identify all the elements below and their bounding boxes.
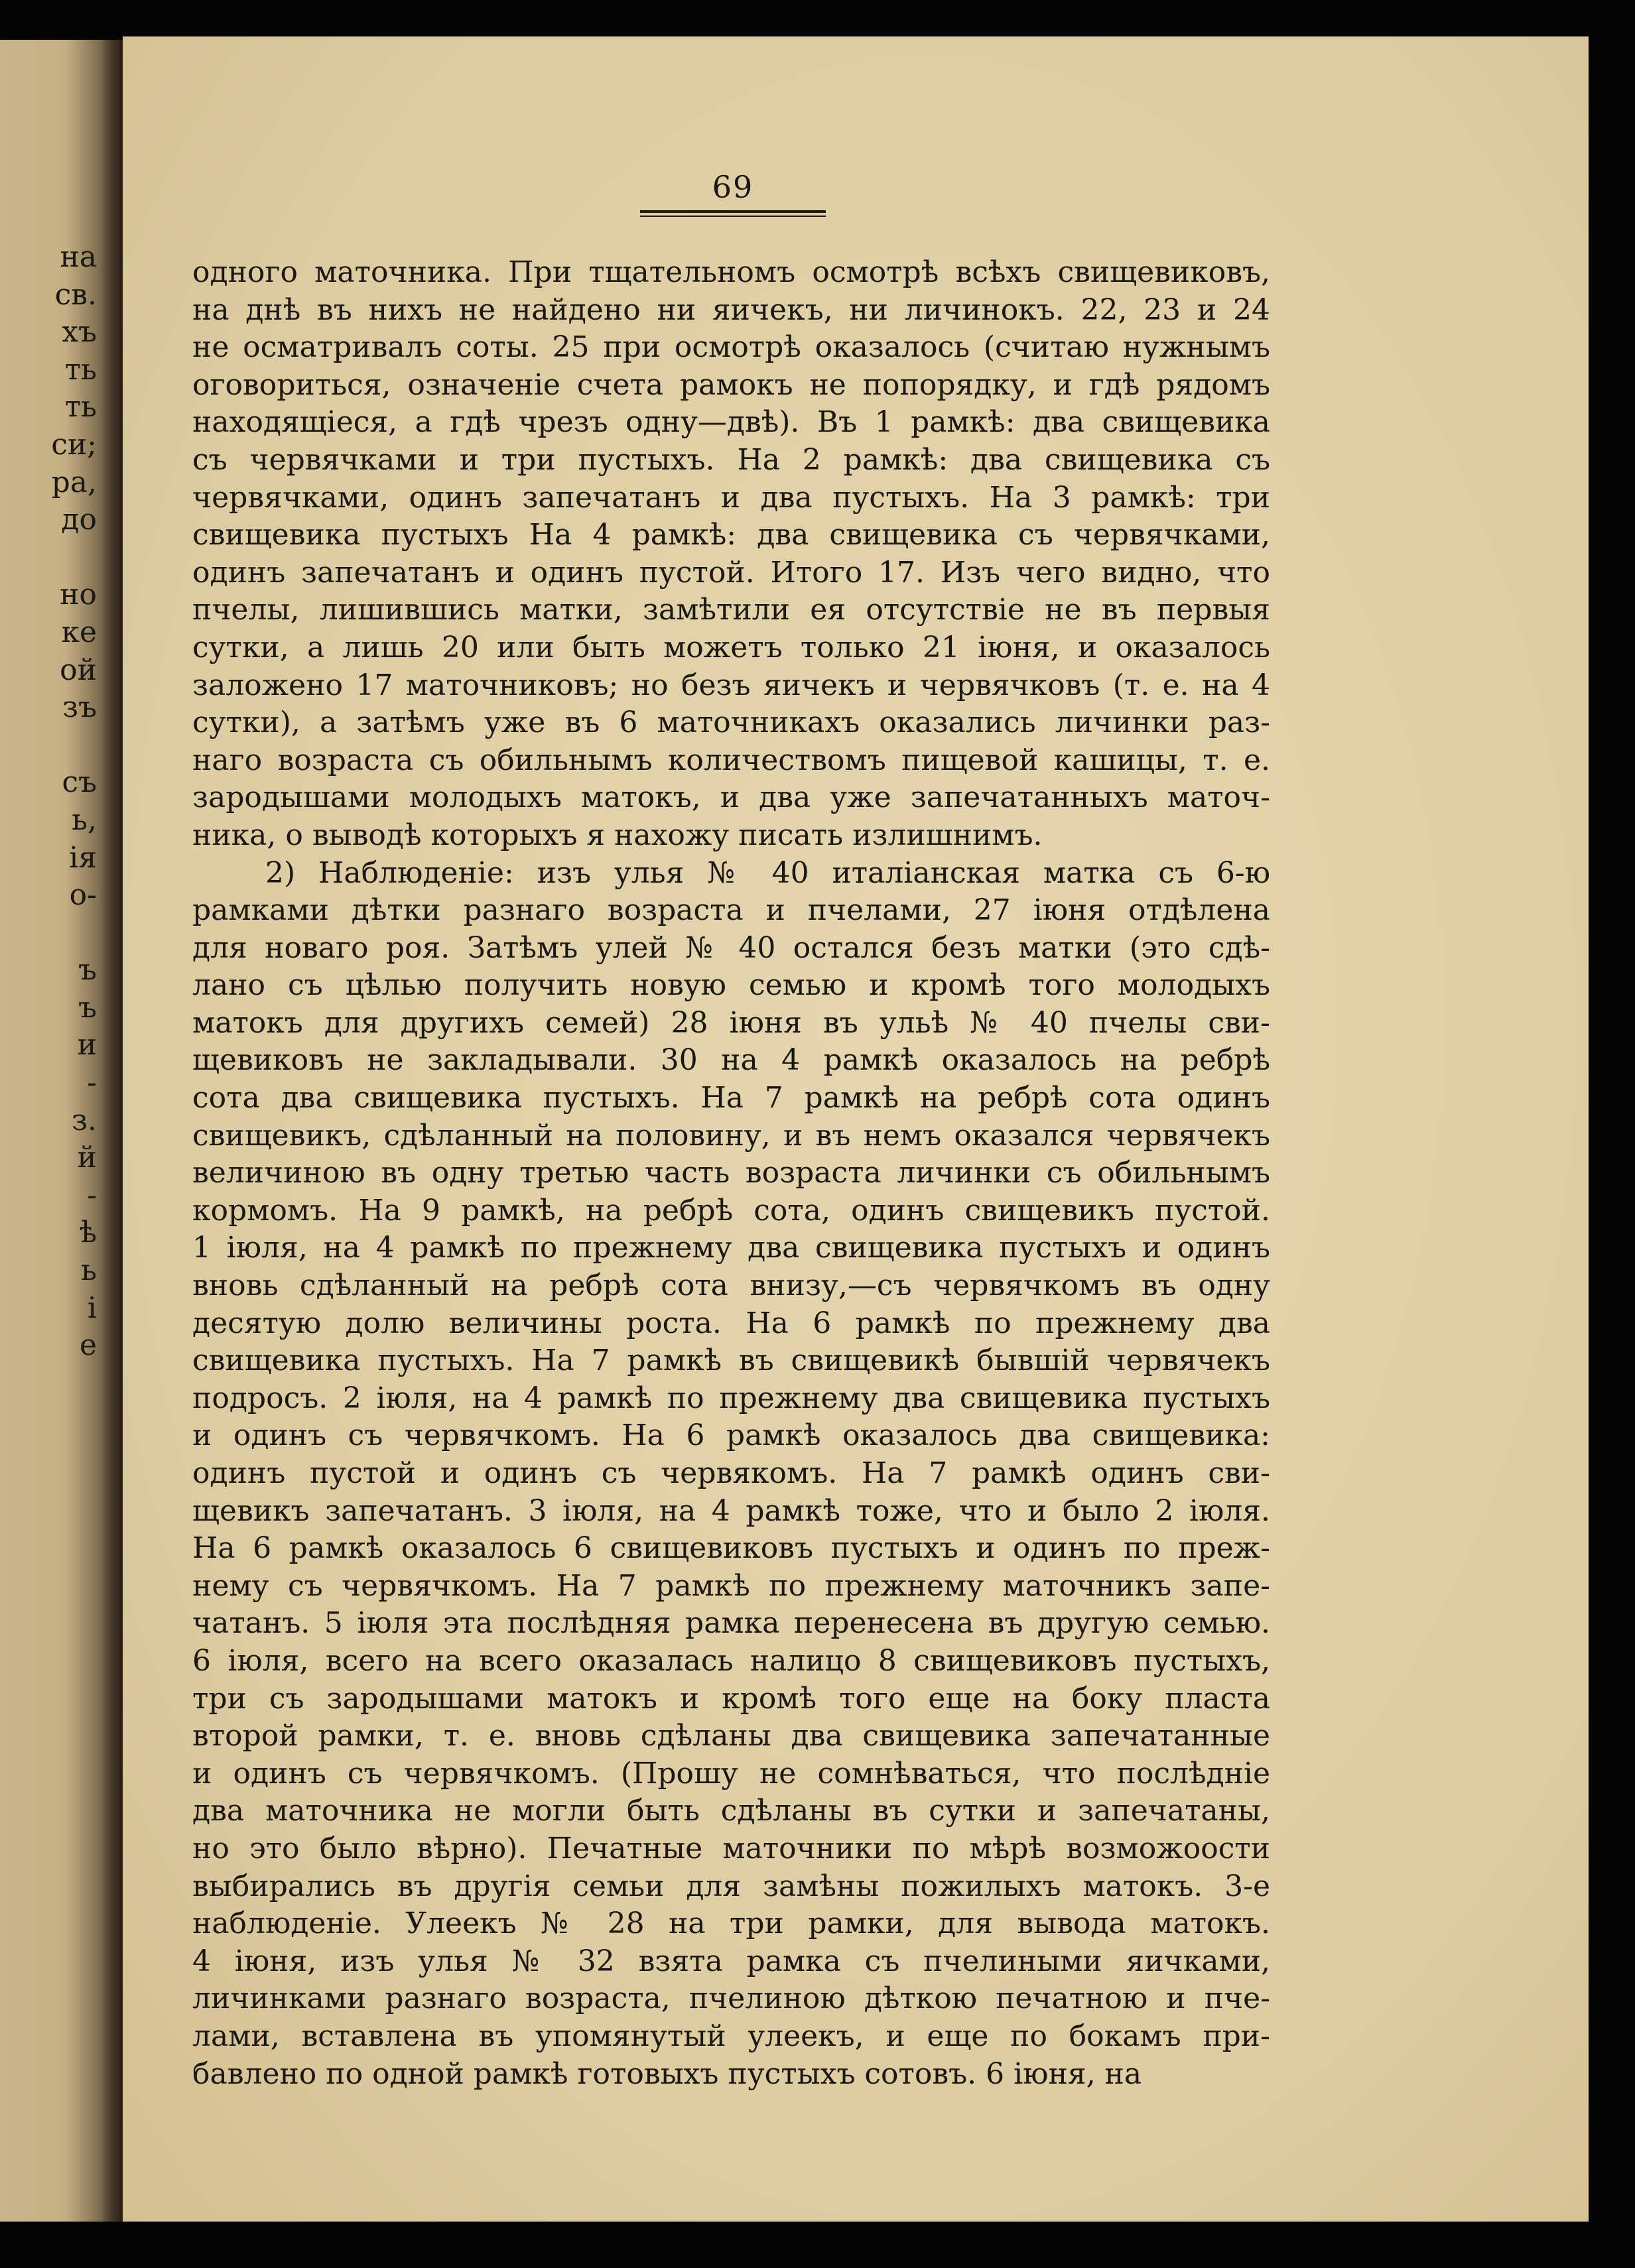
- text-line: второй рамки, т. е. вновь сдѣланы два свищевика запечатанные: [192, 1719, 1270, 1753]
- facing-text-fragment: -: [87, 1066, 97, 1100]
- facing-text-fragment: ія: [69, 840, 97, 875]
- text-line: десятую долю величины роста. На 6 рамкѣ по прежнему два: [192, 1306, 1270, 1340]
- facing-text-fragment: [0, 1365, 99, 1403]
- facing-text-fragment: [0, 914, 99, 952]
- text-line: 6 іюля, всего на всего оказалась налицо 8 свищевиковъ пустыхъ,: [192, 1643, 1270, 1678]
- facing-text-fragment: [0, 1440, 99, 1478]
- facing-text-fragment: ть: [64, 390, 97, 424]
- facing-text-fragment: ой: [60, 653, 97, 687]
- facing-text-fragment: хъ: [62, 315, 97, 349]
- facing-text-fragment: [0, 727, 99, 765]
- text-line: и одинъ съ червячкомъ. На 6 рамкѣ оказалось два свищевика:: [192, 1418, 1270, 1453]
- text-line: и одинъ съ червячкомъ. (Прошу не сомнѣваться, что послѣдніе: [192, 1756, 1270, 1791]
- facing-text-fragment: ь,: [72, 802, 97, 837]
- text-line: сутки), а затѣмъ уже въ 6 маточникахъ оказались личинки раз-: [192, 706, 1270, 740]
- text-line: чатанъ. 5 іюля эта послѣдняя рамка перенесена въ другую семью.: [192, 1606, 1270, 1641]
- facing-text-fragment: но: [60, 578, 97, 612]
- facing-text-fragment: ъ: [78, 953, 97, 987]
- facing-text-fragment: о-: [69, 878, 97, 913]
- facing-text-fragment: си;: [51, 427, 97, 462]
- text-line: ника, о выводѣ которыхъ я нахожу писать излишнимъ.: [192, 818, 1043, 852]
- text-line: 4 іюня, изъ улья № 32 взята рамка съ пчелиными яичками,: [192, 1944, 1270, 1978]
- text-line: одинъ пустой и одинъ съ червякомъ. На 7 рамкѣ одинъ сви-: [192, 1456, 1270, 1490]
- facing-text-fragment: з.: [72, 1103, 97, 1137]
- text-line: находящіеся, а гдѣ чрезъ одну—двѣ). Въ 1 рамкѣ: два свищевика: [192, 405, 1270, 440]
- text-line: вновь сдѣланный на ребрѣ сота внизу,—съ червячкомъ въ одну: [192, 1269, 1270, 1303]
- text-line: нему съ червячкомъ. На 7 рамкѣ по прежнему маточникъ запе-: [192, 1568, 1270, 1603]
- text-line: сота два свищевика пустыхъ. На 7 рамкѣ на ребрѣ сота одинъ: [192, 1081, 1270, 1115]
- text-line: наго возраста съ обильнымъ количествомъ пищевой кашицы, т. е.: [192, 743, 1270, 777]
- text-line: личинками разнаго возраста, пчелиною дѣткою печатною и пче-: [192, 1982, 1270, 2016]
- text-line: лано съ цѣлью получить новую семью и кромѣ того молодыхъ: [192, 968, 1270, 1003]
- facing-text-fragment: ть: [64, 352, 97, 387]
- facing-text-fragment: [0, 1402, 99, 1440]
- text-line: кормомъ. На 9 рамкѣ, на ребрѣ сота, одинъ свищевикъ пустой.: [192, 1193, 1270, 1228]
- text-line: одинъ запечатанъ и одинъ пустой. Итого 17. Изъ чего видно, что: [192, 555, 1270, 590]
- facing-text-fragment: -: [87, 1178, 97, 1212]
- text-line: 1 іюля, на 4 рамкѣ по прежнему два свищевика пустыхъ и одинъ: [192, 1231, 1270, 1265]
- facing-text-fragment: ѣ: [79, 1216, 97, 1250]
- text-line: рамками дѣтки разнаго возраста и пчелами, 27 іюня отдѣлена: [192, 893, 1270, 928]
- text-line: подросъ. 2 іюля, на 4 рамкѣ по прежнему два свищевика пустыхъ: [192, 1381, 1270, 1415]
- text-line: пчелы, лишившись матки, замѣтили ея отсутствіе не въ первыя: [192, 593, 1270, 627]
- page-number: 69: [712, 169, 754, 205]
- facing-text-fragment: [0, 539, 99, 577]
- scan-bottom-border: [0, 2222, 1635, 2268]
- facing-text-fragment: е: [79, 1328, 97, 1363]
- text-line: выбирались въ другія семьи для замѣны пожилыхъ матокъ. 3-е: [192, 1869, 1270, 1903]
- text-line: лами, вставлена въ упомянутый улеекъ, и еще по бокамъ при-: [192, 2019, 1270, 2053]
- facing-text-fragment: ра,: [51, 465, 97, 499]
- text-line: свищевикъ, сдѣланный на половину, и въ немъ оказался червячекъ: [192, 1118, 1270, 1153]
- text-line: наблюденіе. Улеекъ № 28 на три рамки, для вывода матокъ.: [192, 1907, 1270, 1941]
- text-line: три съ зародышами матокъ и кромѣ того еще на боку пласта: [192, 1681, 1270, 1716]
- facing-page-text-fragments: [0, 239, 99, 1515]
- facing-text-fragment: [0, 1478, 99, 1515]
- text-line: величиною въ одну третью часть возраста личинки съ обильнымъ: [192, 1156, 1270, 1190]
- text-line: оговориться, означеніе счета рамокъ не попорядку, и гдѣ рядомъ: [192, 367, 1270, 402]
- text-line: съ червячками и три пустыхъ. На 2 рамкѣ: два свищевика съ: [192, 442, 1270, 477]
- facing-text-fragment: на: [60, 240, 97, 274]
- body-text: [192, 254, 1270, 2093]
- facing-text-fragment: съ: [62, 765, 97, 800]
- text-line: на днѣ въ нихъ не найдено ни яичекъ, ни личинокъ. 22, 23 и 24: [192, 292, 1270, 327]
- text-line: для новаго роя. Затѣмъ улей № 40 остался безъ матки (это сдѣ-: [192, 930, 1270, 965]
- page-header: [640, 169, 826, 217]
- facing-text-fragment: до: [61, 503, 97, 537]
- text-line: матокъ для другихъ семей) 28 іюня въ ульѣ № 40 пчелы сви-: [192, 1005, 1270, 1040]
- facing-text-fragment: й: [77, 1141, 97, 1175]
- text-line: щевикъ запечатанъ. 3 іюля, на 4 рамкѣ тоже, что и было 2 іюля.: [192, 1493, 1270, 1528]
- facing-text-fragment: ъ: [78, 990, 97, 1025]
- text-line: но это было вѣрно). Печатные маточники по мѣрѣ возможоости: [192, 1831, 1270, 1865]
- facing-text-fragment: ке: [61, 615, 97, 649]
- text-line: На 6 рамкѣ оказалось 6 свищевиковъ пустыхъ и одинъ по преж-: [192, 1531, 1270, 1566]
- facing-text-fragment: и: [77, 1028, 97, 1062]
- text-line: одного маточника. При тщательномъ осмотрѣ всѣхъ свищевиковъ,: [192, 255, 1270, 289]
- text-line: червячками, одинъ запечатанъ и два пустыхъ. На 3 рамкѣ: три: [192, 480, 1270, 515]
- facing-text-fragment: ь: [81, 1253, 97, 1288]
- text-line: зародышами молодыхъ матокъ, и два уже запечатанныхъ маточ-: [192, 781, 1270, 815]
- text-line: свищевика пустыхъ На 4 рамкѣ: два свищевика съ червячками,: [192, 518, 1270, 552]
- facing-text-fragment: і: [87, 1291, 97, 1325]
- text-line: сутки, а лишь 20 или быть можетъ только 21 іюня, и оказалось: [192, 630, 1270, 664]
- text-line: 2) Наблюденіе: изъ улья № 40 италіанская матка съ 6-ю: [265, 855, 1270, 890]
- header-double-rule: [640, 210, 826, 217]
- text-line: не осматривалъ соты. 25 при осмотрѣ оказалось (считаю нужнымъ: [192, 330, 1270, 365]
- text-line: свищевика пустыхъ. На 7 рамкѣ въ свищевикѣ бывшій червячекъ: [192, 1344, 1270, 1378]
- facing-text-fragment: св.: [54, 277, 97, 312]
- text-line: щевиковъ не закладывали. 30 на 4 рамкѣ оказалось на ребрѣ: [192, 1043, 1270, 1078]
- text-line: бавлено по одной рамкѣ готовыхъ пустыхъ сотовъ. 6 іюня, на: [192, 2056, 1142, 2091]
- text-line: заложено 17 маточниковъ; но безъ яичекъ и червячковъ (т. е. на 4: [192, 668, 1270, 702]
- facing-text-fragment: зъ: [62, 690, 97, 725]
- text-line: два маточника не могли быть сдѣланы въ сутки и запечатаны,: [192, 1794, 1270, 1828]
